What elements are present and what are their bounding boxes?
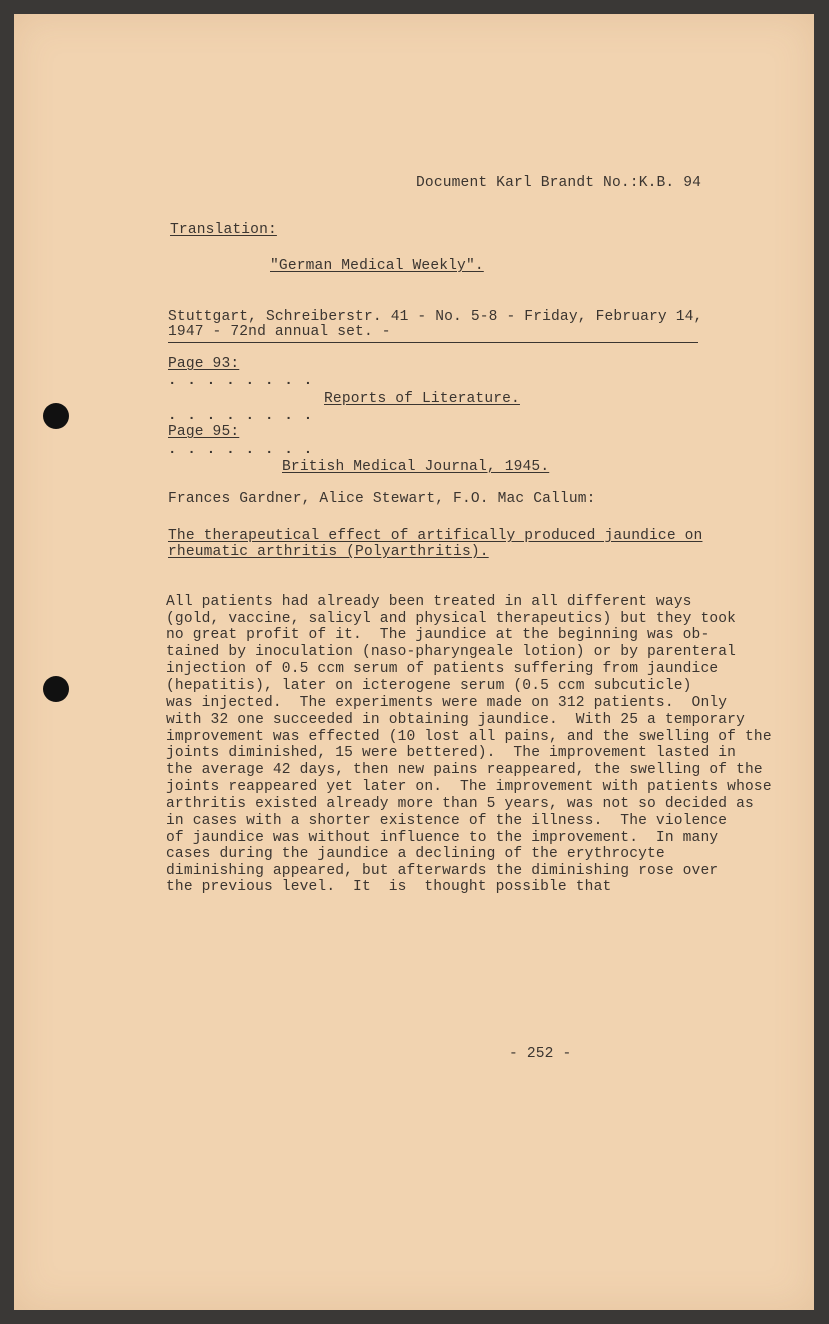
page-93-label: Page 93: (168, 356, 240, 372)
body-line: of jaundice was without influence to the improvement. In many (166, 830, 719, 846)
body-line: arthritis existed already more than 5 years, was not so decided as (166, 796, 754, 812)
body-line: (hepatitis), later on icterogene serum (0.5 ccm subcuticle) (166, 678, 692, 694)
reports-of-literature: Reports of Literature. (324, 391, 520, 407)
body-line: cases during the jaundice a declining of the erythrocyte (166, 846, 665, 862)
body-line: the previous level. It is thought possible that (166, 879, 612, 895)
body-line: in cases with a shorter existence of the illness. The violence (166, 813, 728, 829)
body-line: joints diminished, 15 were bettered). The improvement lasted in (166, 745, 737, 761)
masthead-line-2: 1947 - 72nd annual set. - (168, 324, 391, 340)
body-line: the average 42 days, then new pains reappeared, the swelling of the (166, 762, 763, 778)
body-line: improvement was effected (10 lost all pains, and the swelling of the (166, 729, 772, 745)
body-line: (gold, vaccine, salicyl and physical therapeutics) but they took (166, 611, 737, 627)
body-line: All patients had already been treated in all different ways (166, 594, 692, 610)
article-title-line-1: The therapeutical effect of artifically produced jaundice on (168, 528, 703, 544)
page-number: - 252 - (509, 1046, 572, 1062)
translation-label: Translation: (170, 222, 277, 238)
punch-hole-bottom (43, 676, 69, 702)
article-title-line-2: rheumatic arthritis (Polyarthritis). (168, 544, 489, 560)
journal-name: "German Medical Weekly". (270, 258, 484, 274)
body-line: with 32 one succeeded in obtaining jaundice. With 25 a temporary (166, 712, 745, 728)
body-line: injection of 0.5 ccm serum of patients suffering from jaundice (166, 661, 719, 677)
punch-hole-top (43, 403, 69, 429)
dots-row-3: ........ (168, 442, 324, 458)
document-reference: Document Karl Brandt No.:K.B. 94 (416, 175, 702, 191)
body-line: was injected. The experiments were made on 312 patients. Only (166, 695, 728, 711)
british-medical-journal: British Medical Journal, 1945. (282, 459, 550, 475)
masthead-rule (168, 342, 698, 343)
dots-row-2: ........ (168, 408, 324, 424)
body-line: joints reappeared yet later on. The improvement with patients whose (166, 779, 772, 795)
page-95-label: Page 95: (168, 424, 240, 440)
dots-row-1: ........ (168, 373, 324, 389)
body-line: no great profit of it. The jaundice at the beginning was ob- (166, 627, 710, 643)
body-line: tained by inoculation (naso-pharyngeale lotion) or by parenteral (166, 644, 737, 660)
body-line: diminishing appeared, but afterwards the diminishing rose over (166, 863, 719, 879)
authors: Frances Gardner, Alice Stewart, F.O. Mac Callum: (168, 491, 596, 507)
masthead-line-1: Stuttgart, Schreiberstr. 41 - No. 5-8 - Friday, February 14, (168, 309, 703, 325)
